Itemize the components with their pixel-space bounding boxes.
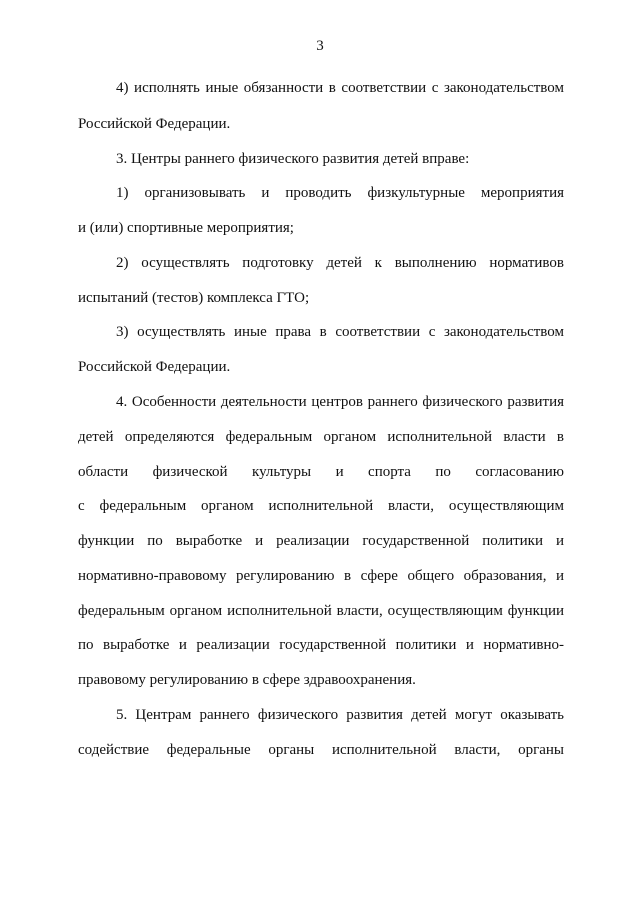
text-line: с федеральным органом исполнительной власти, осуществляющим: [78, 498, 564, 514]
text-line: области физической культуры и спорта по согласованию: [78, 464, 564, 480]
text-line: правовому регулированию в сфере здравоохранения.: [78, 672, 416, 688]
text-line: функции по выработке и реализации государственной политики и: [78, 533, 564, 549]
text-line: испытаний (тестов) комплекса ГТО;: [78, 290, 310, 306]
text-line: и (или) спортивные мероприятия;: [78, 220, 294, 236]
text-line: Российской Федерации.: [78, 116, 231, 132]
text-line: Российской Федерации.: [78, 359, 231, 375]
text-line: 3) осуществлять иные права в соответствии с законодательством: [116, 324, 564, 340]
text-line: 1) организовывать и проводить физкультурные мероприятия: [116, 185, 564, 201]
text-line: 4. Особенности деятельности центров раннего физического развития: [116, 394, 564, 410]
text-line: 4) исполнять иные обязанности в соответствии с законодательством: [116, 80, 564, 96]
text-line: 3. Центры раннего физического развития детей вправе:: [116, 151, 470, 167]
text-line: по выработке и реализации государственной политики и нормативно-: [78, 637, 564, 653]
text-line: 2) осуществлять подготовку детей к выполнению нормативов: [116, 255, 564, 271]
text-line: детей определяются федеральным органом исполнительной власти в: [78, 429, 564, 445]
text-line: содействие федеральные органы исполнительной власти, органы: [78, 742, 564, 758]
text-line: федеральным органом исполнительной власти, осуществляющим функции: [78, 603, 564, 619]
text-line: нормативно-правовому регулированию в сфере общего образования, и: [78, 568, 564, 584]
page-number: 3: [316, 38, 324, 54]
text-line: 5. Центрам раннего физического развития детей могут оказывать: [116, 707, 564, 723]
